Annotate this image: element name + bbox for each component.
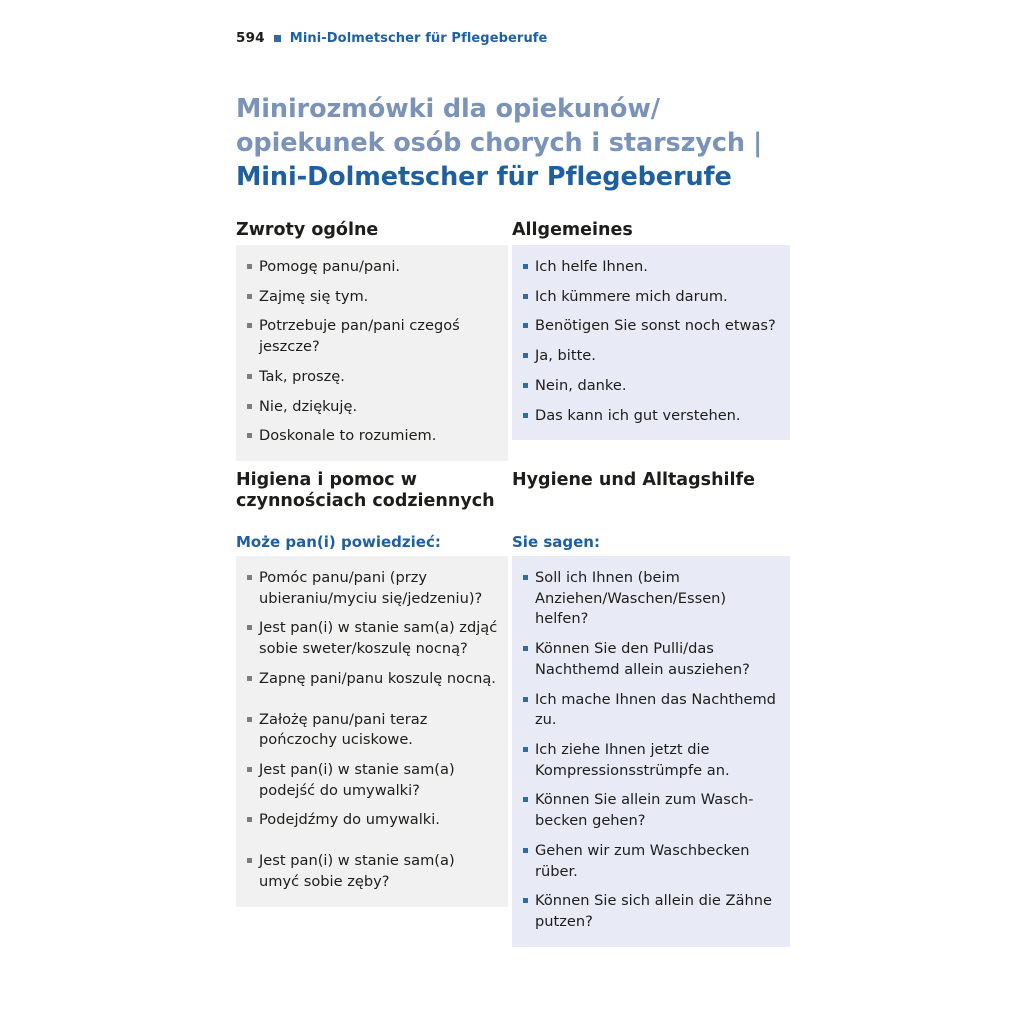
page-title-polish [236, 93, 836, 160]
list-item: Soll ich Ihnen (beim Anziehen/Waschen/Essen) helfen? [522, 568, 780, 630]
list-item: Nein, danke. [522, 376, 780, 397]
page-title-polish-line1: Minirozmówki dla opiekunów/ [236, 94, 661, 124]
page-title [236, 93, 836, 195]
phrase-list-polish-1 [246, 257, 498, 447]
list-item: Tak, proszę. [246, 367, 498, 388]
section-2-right-block [512, 556, 790, 947]
section-2-right-subtitle: Sie sagen: [512, 533, 600, 551]
section-2-left-title: Higiena i pomoc w czynnościach codziennych [236, 470, 495, 511]
phrase-list-polish-2 [246, 568, 498, 893]
list-item: Benötigen Sie sonst noch etwas? [522, 316, 780, 337]
square-bullet-icon [274, 35, 281, 42]
list-item: Jest pan(i) w stanie sam(a) umyć sobie zęby? [246, 851, 498, 892]
list-item: Gehen wir zum Waschbecken rüber. [522, 841, 780, 882]
list-item: Założę panu/pani teraz pończochy uciskowe. [246, 710, 498, 751]
page-title-polish-line2: opiekunek osób chorych i starszych [236, 127, 745, 158]
list-item: Pomogę panu/pani. [246, 257, 498, 278]
list-item: Ich kümmere mich darum. [522, 287, 780, 308]
list-item: Doskonale to rozumiem. [246, 426, 498, 447]
list-item: Jest pan(i) w stanie sam(a) zdjąć sobie sweter/koszulę nocną? [246, 618, 498, 659]
list-item: Können Sie allein zum Wasch-becken gehen? [522, 790, 780, 831]
section-2-left-subtitle: Może pan(i) powiedzieć: [236, 533, 441, 551]
section-1-left-block [236, 245, 508, 461]
section-2-right-title: Hygiene und Alltagshilfe [512, 470, 756, 490]
section-1-right-block [512, 245, 790, 440]
running-head-title: Mini-Dolmetscher für Pflegeberufe [289, 30, 548, 46]
section-1-right-title: Allgemeines [512, 220, 633, 240]
list-item: Zapnę pani/panu koszulę nocną. [246, 669, 498, 690]
section-2-left-block [236, 556, 508, 907]
list-item: Ich mache Ihnen das Nachthemd zu. [522, 690, 780, 731]
title-separator: | [752, 127, 763, 158]
page-title-german: Mini-Dolmetscher für Pflegeberufe [236, 162, 732, 193]
phrase-list-german-2 [522, 568, 780, 933]
list-item: Ja, bitte. [522, 346, 780, 367]
running-head [236, 30, 547, 46]
list-item: Können Sie den Pulli/das Nachthemd allein ausziehen? [522, 639, 780, 680]
page-number: 594 [236, 30, 265, 46]
list-item: Können Sie sich allein die Zähne putzen? [522, 891, 780, 932]
list-item: Nie, dziękuję. [246, 397, 498, 418]
list-item: Ich helfe Ihnen. [522, 257, 780, 278]
phrase-list-german-1 [522, 257, 780, 426]
list-item: Ich ziehe Ihnen jetzt die Kompressionsstrümpfe an. [522, 740, 780, 781]
list-item: Potrzebuje pan/pani czegoś jeszcze? [246, 316, 498, 357]
list-item: Das kann ich gut verstehen. [522, 406, 780, 427]
section-1-left-title: Zwroty ogólne [236, 220, 379, 240]
list-item: Podejdźmy do umywalki. [246, 810, 498, 831]
list-item: Zajmę się tym. [246, 287, 498, 308]
list-item: Pomóc panu/pani (przy ubieraniu/myciu się/jedzeniu)? [246, 568, 498, 609]
list-item: Jest pan(i) w stanie sam(a) podejść do umywalki? [246, 760, 498, 801]
